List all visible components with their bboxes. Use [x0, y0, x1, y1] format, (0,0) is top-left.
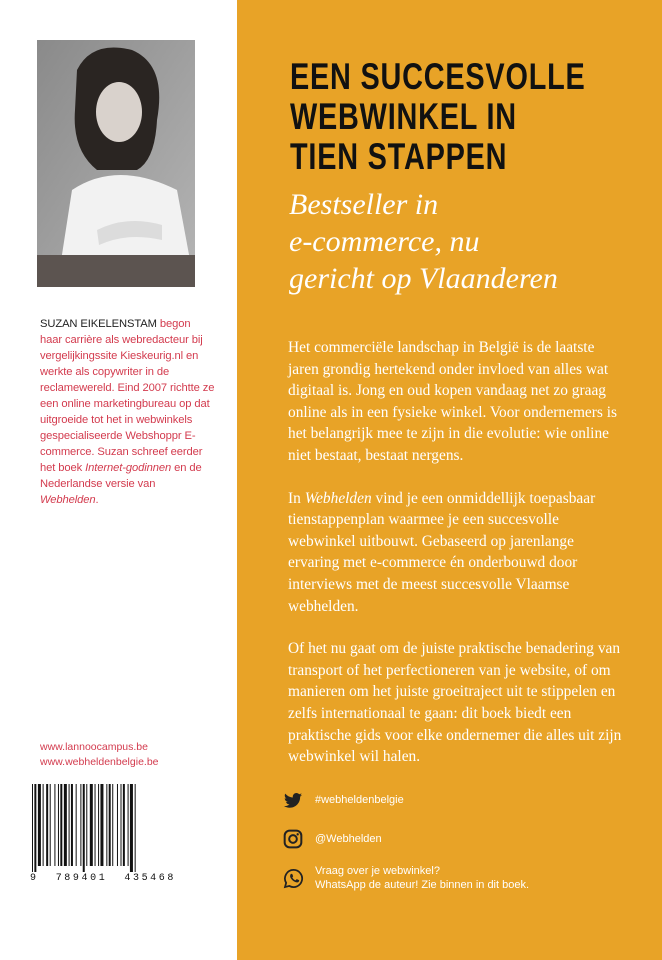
whatsapp-line-1: Vraag over je webwinkel?: [315, 865, 440, 877]
whatsapp-text: [315, 864, 529, 892]
blurb: [288, 337, 623, 789]
isbn-prefix: 9: [30, 873, 39, 884]
author-photo: [37, 40, 195, 287]
twitter-icon: [282, 789, 304, 811]
blurb-p2-start: In: [288, 489, 301, 507]
instagram-row[interactable]: [282, 825, 582, 853]
whatsapp-line-2: WhatsApp de auteur! Zie binnen in dit boek.: [315, 879, 530, 891]
website-links: [40, 740, 159, 770]
author-bio: [40, 316, 215, 508]
isbn-barcode: [30, 784, 176, 872]
title-line-3: TIEN STAPPEN: [290, 136, 508, 177]
instagram-icon: [282, 828, 304, 850]
book-url[interactable]: www.webheldenbelgie.be: [40, 756, 159, 768]
publisher-url[interactable]: www.lannoocampus.be: [40, 741, 148, 753]
cover-subtitle: [289, 186, 619, 297]
blurb-paragraph-2: [288, 488, 623, 618]
blurb-paragraph-1: Het commerciële landschap in België is de laatste jaren grondig hertekend onder invloed van alles wat digitaal is. Jong en oud kopen vandaag net zo graag online als in een fysieke winkel. Voor ondernemers is het belangrijk mee te zijn in die evolutie: wie online niet bestaat, bestaat nergens.: [288, 339, 617, 464]
isbn-digits: [30, 873, 176, 884]
back-cover-left-panel: [0, 0, 237, 960]
author-previous-book: Internet-godinnen: [85, 462, 172, 474]
twitter-handle: #webheldenbelgie: [315, 794, 404, 806]
blurb-book-title: Webhelden: [304, 489, 372, 507]
author-bio-text-2: en de Nederlandse versie van: [40, 462, 202, 490]
subtitle-line-1: Bestseller in: [289, 188, 439, 221]
author-bio-end: .: [95, 494, 99, 506]
instagram-handle: @Webhelden: [315, 833, 382, 845]
isbn-group-1: 789401: [55, 873, 108, 884]
title-line-2: WEBWINKEL IN: [290, 96, 517, 137]
subtitle-line-3: gericht op Vlaanderen: [289, 262, 558, 295]
social-links: [282, 786, 582, 903]
blurb-paragraph-3: Of het nu gaat om de juiste praktische benadering van transport of het perfectioneren van je website, of om manieren om het juiste groeitraject uit te stippelen en zelfs internationaal te gaan: dit boek biedt een praktische gids voor elke ondernemer die alles uit zijn webwinkel wil halen.: [288, 640, 622, 766]
whatsapp-icon: [282, 867, 304, 889]
whatsapp-row[interactable]: [282, 864, 582, 892]
cover-title: [290, 56, 586, 177]
author-bio-text-1: begon haar carrière als webredacteur bij vergelijkingssite Kieskeurig.nl en werkte als copywriter in de reclamewereld. Eind 2007 richtte ze een online marketingbureau op dat uitgroeide tot het in webwinkels gespecialiseerde Webshoppr E-commerce. Suzan schreef eerder het boek: [40, 318, 215, 474]
isbn-group-2: 435468: [124, 873, 176, 884]
author-book-title: Webhelden: [40, 494, 96, 506]
blurb-p2-rest: vind je een onmiddellijk toepasbaar tienstappenplan waarmee je een succesvolle webwinkel uitbouwt. Gebaseerd op jarenlange ervaring met e-commerce én onderbouwd door interviews met de meest succesvolle Vlaamse webhelden.: [288, 489, 596, 615]
subtitle-line-2: e-commerce, nu: [289, 225, 480, 258]
author-name: SUZAN EIKELENSTAM: [40, 318, 157, 330]
title-line-1: EEN SUCCESVOLLE: [290, 56, 586, 97]
twitter-row[interactable]: [282, 786, 582, 814]
